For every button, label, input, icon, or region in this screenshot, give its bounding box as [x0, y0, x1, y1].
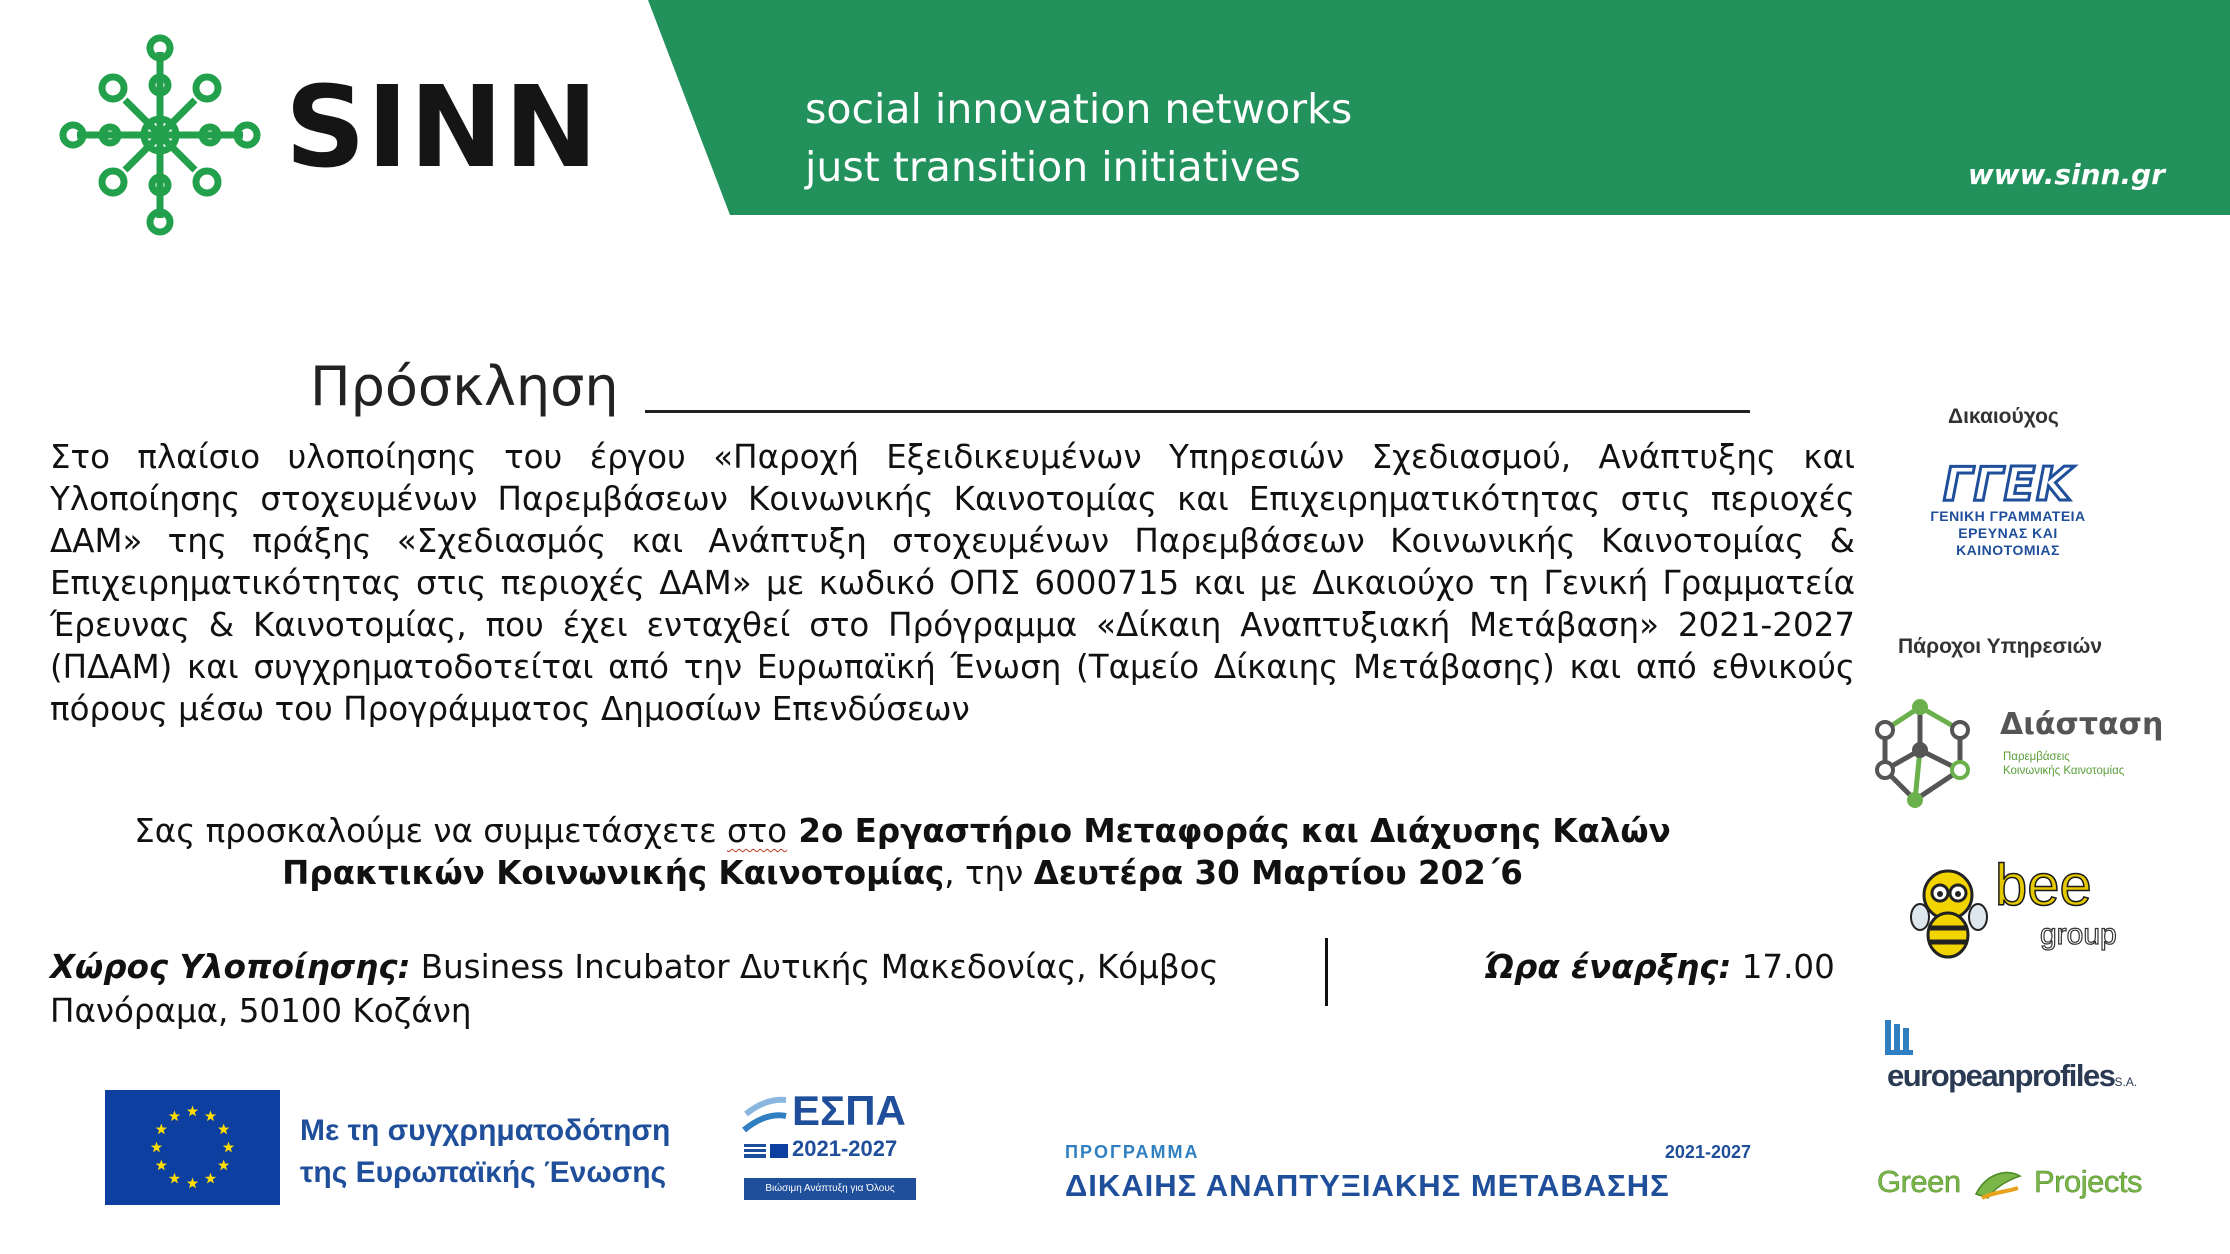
eu-cofunding-text: [300, 1110, 670, 1194]
eu-stars-ring: [105, 1090, 280, 1205]
diastasi-tagline: [2003, 750, 2124, 778]
sinn-network-logo-icon: [55, 30, 265, 240]
title-underline-rule: [645, 410, 1750, 413]
vertical-divider: [1325, 938, 1328, 1006]
european-profiles-suffix: S.A.: [2114, 1075, 2138, 1089]
beneficiary-heading: Δικαιούχος: [1948, 405, 2059, 428]
invite-prefix: Σας προσκαλούμε να συμμετάσχετε: [134, 812, 728, 850]
eu-cofunding-line-1: Με τη συγχρηματοδότηση: [300, 1114, 671, 1147]
start-time-value: 17.00: [1731, 948, 1835, 986]
diastasi-cube-icon: [1865, 695, 1985, 820]
diastasi-tagline-2: Κοινωνικής Καινοτομίας: [2003, 765, 2125, 777]
green-projects-word-green: Green: [1877, 1164, 1961, 1199]
espa-years: 2021-2027: [792, 1136, 898, 1161]
green-projects-leaf-icon: [1972, 1164, 2024, 1204]
start-time-label: Ώρα έναρξης:: [1485, 948, 1732, 986]
eu-star-icon: [156, 1160, 167, 1171]
espa-logo: [740, 1087, 920, 1205]
eu-star-icon: [187, 1106, 198, 1117]
event-name: 2ο Εργαστήριο Μεταφοράς και Διάχυσης Καλών Πρακτικών Κοινωνικής Καινοτομίας: [282, 812, 1671, 892]
bee-group-wordmark: group: [2040, 918, 2117, 951]
bee-group-logo: [1910, 853, 2117, 965]
pdam-program-label: ΠΡΟΓΡΑΜΜΑ: [1065, 1142, 1200, 1162]
invitation-title: Πρόσκληση: [310, 355, 619, 418]
project-description: Στο πλαίσιο υλοποίησης του έργου «Παροχή Εξειδικευμένων Υπηρεσιών Σχεδιασμού, Ανάπτυξης και Υλοποίησης στοχευμένων Παρεμβάσεων Κοινωνικής Καινοτομίας και Επιχειρηματικότητας στις περιοχές ΔΑΜ» της πράξης «Σχεδιασμός και Ανάπτυξη στοχευμένων Παρεμβάσεων Κοινωνικής Καινοτομίας & Επιχειρηματικότητας στις περιοχές ΔΑΜ» με κωδικό ΟΠΣ 6000715 και με Δικαιούχο τη Γενική Γραμματεία Έρευνας & Καινοτομίας, που έχει ενταχθεί στο Πρόγραμμα «Δίκαιη Αναπτυξιακή Μετάβαση» 2021-2027 (ΠΔΑΜ) και συγχρηματοδοτείται από την Ευρωπαϊκή Ένωση (Ταμείο Δίκαιης Μετάβασης) και από εθνικούς πόρους μέσω του Προγράμματος Δημοσίων Επενδύσεων: [50, 438, 1855, 728]
venue-value: Business Incubator Δυτικής Μακεδονίας, Κόμβος Πανόραμα, 50100 Κοζάνη: [50, 948, 1219, 1030]
green-projects-word-projects: Projects: [2034, 1164, 2142, 1199]
venue-info: [50, 945, 1290, 1033]
sinn-logo-wordmark: SINN: [285, 63, 599, 193]
espa-slogan: Βιώσιμη Ανάπτυξη για Όλους: [744, 1178, 916, 1200]
gsri-logo-line-2: ΕΡΕΥΝΑΣ ΚΑΙ ΚΑΙΝΟΤΟΜΙΑΣ: [1956, 525, 2060, 558]
eu-star-icon: [156, 1124, 167, 1135]
pdam-program-name: ΔΙΚΑΙΗΣ ΑΝΑΠΤΥΞΙΑΚΗΣ ΜΕΤΑΒΑΣΗΣ: [1065, 1168, 1670, 1203]
european-profiles-mark-icon: [1885, 1020, 1915, 1056]
eu-star-icon: [187, 1178, 198, 1189]
service-providers-heading: Πάροχοι Υπηρεσιών: [1898, 635, 2103, 658]
eu-star-icon: [151, 1142, 162, 1153]
eu-cofunding-line-2: της Ευρωπαϊκής Ένωσης: [300, 1156, 667, 1189]
diastasi-name: Διάσταση: [2000, 707, 2164, 742]
website-link[interactable]: www.sinn.gr: [1967, 158, 2165, 191]
green-projects-logo: [1877, 1162, 2147, 1210]
tagline-line-2: just transition initiatives: [805, 143, 1301, 191]
european-profiles-wordmark: [1887, 1058, 2137, 1094]
gsri-logo-mark: ΓΓΕΚ: [1943, 457, 2073, 511]
header-tagline: [805, 80, 1352, 196]
venue-label: Χώρος Υλοποίησης:: [50, 948, 411, 986]
eu-star-icon: [218, 1124, 229, 1135]
diastasi-tagline-1: Παρεμβάσεις: [2003, 751, 2070, 763]
gsri-logo: [1908, 457, 2108, 558]
european-profiles-name: europeanprofiles: [1887, 1058, 2115, 1093]
gsri-logo-line-1: ΓΕΝΙΚΗ ΓΡΑΜΜΑΤΕΙΑ: [1930, 508, 2086, 524]
start-time-info: [1485, 945, 1835, 989]
eu-star-icon: [169, 1173, 180, 1184]
eu-star-icon: [205, 1110, 216, 1121]
eu-flag-icon: [105, 1090, 280, 1205]
bee-wordmark: bee: [1995, 853, 2092, 918]
espa-stripes-icon: [740, 1090, 790, 1170]
tagline-line-1: social innovation networks: [805, 85, 1353, 133]
pdam-years: 2021-2027: [1664, 1142, 1751, 1162]
event-date: Δευτέρα 30 Μαρτίου 202΄6: [1033, 854, 1523, 892]
eu-star-icon: [169, 1110, 180, 1121]
invite-connector: , την: [944, 854, 1034, 892]
bee-mascot-icon: [1910, 865, 1990, 960]
espa-name: ΕΣΠΑ: [792, 1087, 906, 1134]
eu-star-icon: [218, 1160, 229, 1171]
pdam-logo: [1065, 1140, 1765, 1210]
invitation-statement: [50, 810, 1755, 894]
eu-star-icon: [205, 1173, 216, 1184]
diastasi-logo: [1865, 695, 2165, 820]
page-header: [0, 0, 2230, 215]
invite-underlined-word: στο: [727, 812, 788, 850]
european-profiles-logo: [1885, 1020, 2145, 1100]
eu-star-icon: [223, 1142, 234, 1153]
